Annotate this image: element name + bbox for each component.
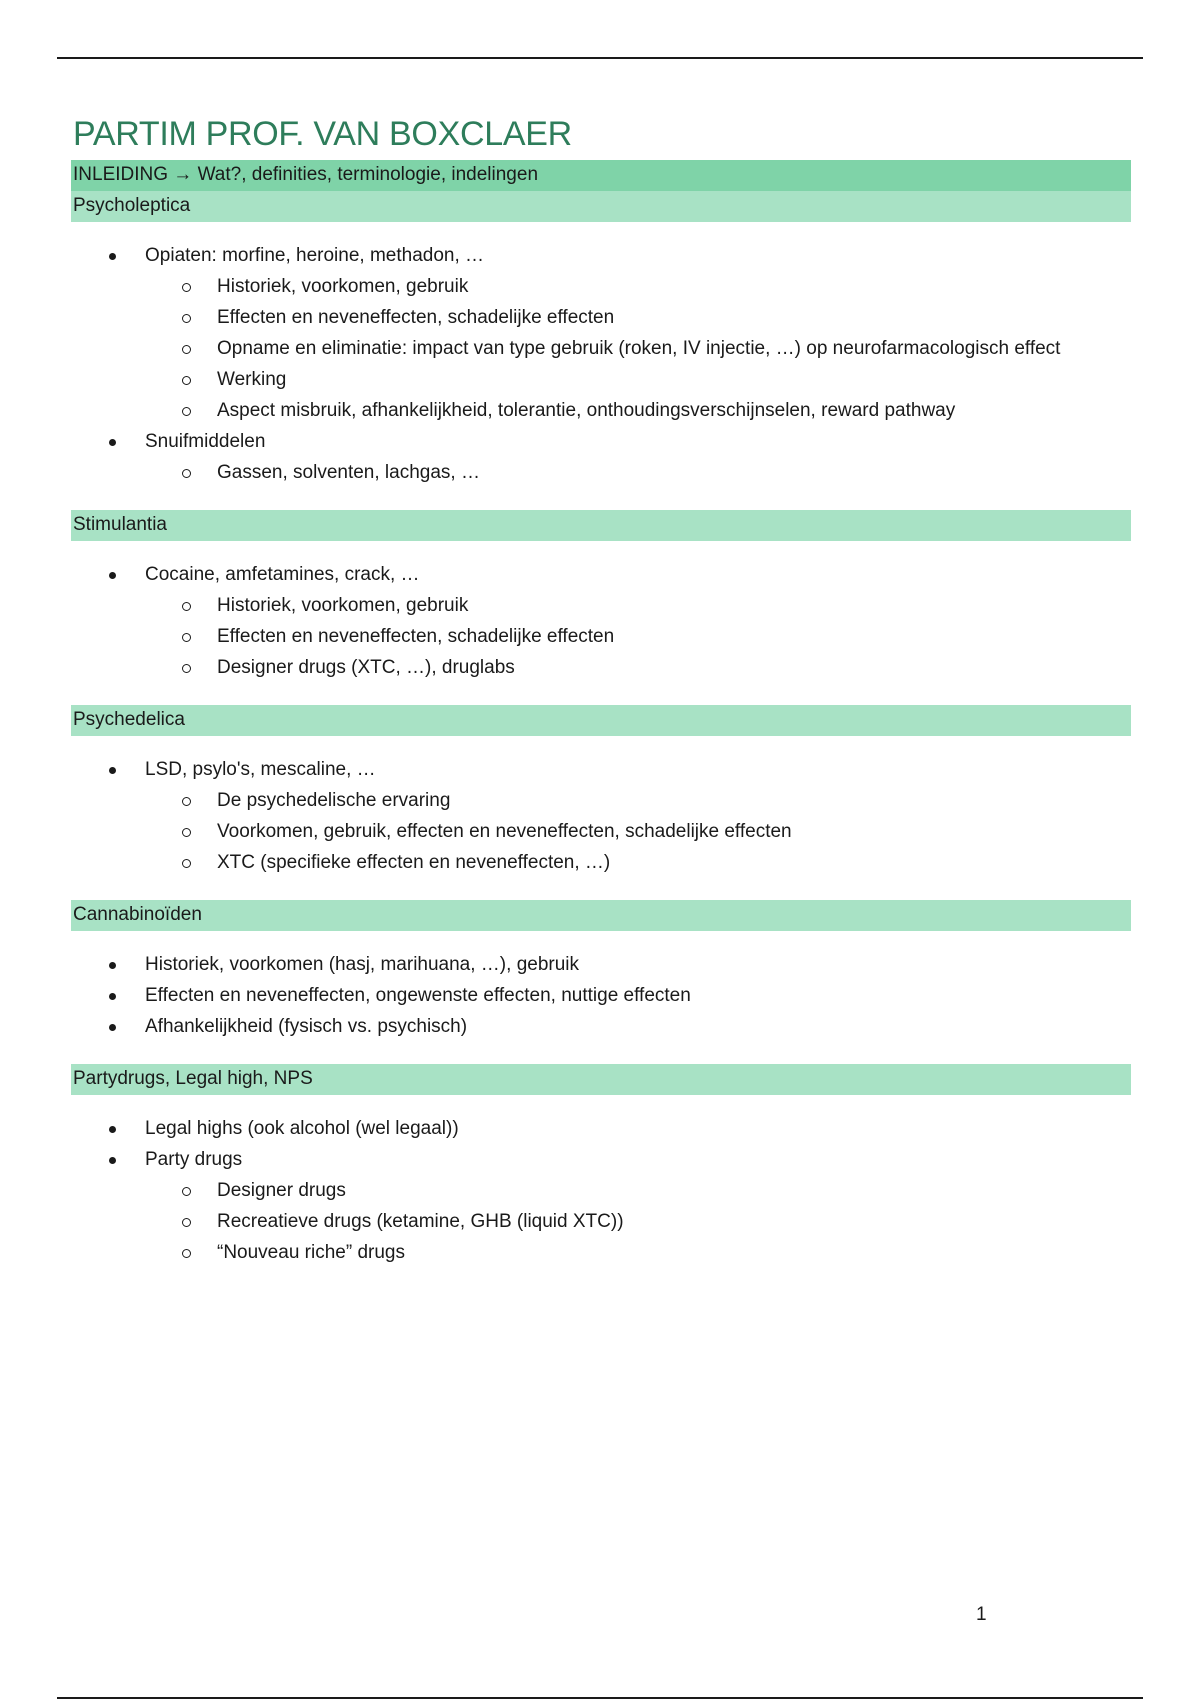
list-item (71, 980, 1131, 1011)
list-item (71, 1011, 1131, 1042)
list-item-text: Afhankelijkheid (fysisch vs. psychisch) (145, 1016, 468, 1037)
circle-bullet-icon (182, 345, 191, 354)
sub-list-item (71, 302, 1131, 333)
list-item-text: Cocaine, amfetamines, crack, … (145, 564, 420, 585)
sub-list (145, 1175, 1131, 1268)
circle-bullet-icon (182, 797, 191, 806)
sub-list-item (71, 1175, 1131, 1206)
sub-list-item (71, 333, 1131, 364)
sub-list (145, 785, 1131, 878)
bullet-icon (109, 1157, 116, 1164)
section-heading: Psycholeptica (71, 191, 1131, 222)
sub-list-item-text: XTC (specifieke effecten en neveneffecten, …) (217, 852, 611, 873)
sub-list (145, 457, 1131, 488)
sub-list-item (71, 847, 1131, 878)
list-item-text: Legal highs (ook alcohol (wel legaal)) (145, 1118, 459, 1139)
sub-list-item-text: Historiek, voorkomen, gebruik (217, 595, 469, 616)
list-item (71, 754, 1131, 878)
bullet-list (71, 754, 1131, 878)
list-item-text: Effecten en neveneffecten, ongewenste effecten, nuttige effecten (145, 985, 691, 1006)
bullet-icon (109, 439, 116, 446)
list-item-text: Snuifmiddelen (145, 431, 266, 452)
sub-list-item (71, 816, 1131, 847)
list-item-text: Historiek, voorkomen (hasj, marihuana, …), gebruik (145, 954, 580, 975)
header-rule (57, 57, 1143, 59)
list-item (71, 1144, 1131, 1268)
sub-list-item (71, 364, 1131, 395)
bullet-list (71, 949, 1131, 1042)
section-heading: Cannabinoïden (71, 900, 1131, 931)
sub-list-item-text: Effecten en neveneffecten, schadelijke effecten (217, 307, 615, 328)
sub-list-item-text: Voorkomen, gebruik, effecten en neveneffecten, schadelijke effecten (217, 821, 792, 842)
section (71, 510, 1131, 683)
document-page (71, 112, 1131, 1290)
sub-list-item-text: De psychedelische ervaring (217, 790, 451, 811)
bullet-list (71, 1113, 1131, 1268)
section-heading: Partydrugs, Legal high, NPS (71, 1064, 1131, 1095)
sub-list-item (71, 590, 1131, 621)
list-item (71, 559, 1131, 683)
page-number: 1 (976, 1604, 987, 1625)
sub-list-item (71, 785, 1131, 816)
sub-list-item (71, 457, 1131, 488)
circle-bullet-icon (182, 469, 191, 478)
circle-bullet-icon (182, 376, 191, 385)
section (71, 191, 1131, 488)
bullet-list (71, 559, 1131, 683)
circle-bullet-icon (182, 283, 191, 292)
sub-list-item-text: Designer drugs (XTC, …), druglabs (217, 657, 515, 678)
sub-list-item (71, 621, 1131, 652)
sub-list-item-text: Opname en eliminatie: impact van type gebruik (roken, IV injectie, …) op neurofarmacologisch effect (217, 338, 1061, 359)
sub-list-item (71, 1237, 1131, 1268)
intro-heading: INLEIDING → Wat?, definities, terminologie, indelingen (71, 160, 1131, 191)
circle-bullet-icon (182, 664, 191, 673)
document-title: PARTIM PROF. VAN BOXCLAER (73, 115, 572, 153)
bullet-list (71, 240, 1131, 488)
sub-list-item (71, 271, 1131, 302)
list-item (71, 426, 1131, 488)
circle-bullet-icon (182, 1187, 191, 1196)
bullet-icon (109, 962, 116, 969)
sub-list-item-text: Designer drugs (217, 1180, 346, 1201)
sections-container (71, 191, 1131, 1268)
section-heading: Psychedelica (71, 705, 1131, 736)
circle-bullet-icon (182, 407, 191, 416)
list-item-text: LSD, psylo's, mescaline, … (145, 759, 376, 780)
sub-list-item (71, 395, 1131, 426)
circle-bullet-icon (182, 1249, 191, 1258)
sub-list-item (71, 1206, 1131, 1237)
bullet-icon (109, 1126, 116, 1133)
sub-list (145, 590, 1131, 683)
sub-list-item-text: Aspect misbruik, afhankelijkheid, tolerantie, onthoudingsverschijnselen, reward pathway (217, 400, 956, 421)
section (71, 1064, 1131, 1268)
bullet-icon (109, 767, 116, 774)
sub-list-item (71, 652, 1131, 683)
sub-list-item-text: Werking (217, 369, 287, 390)
circle-bullet-icon (182, 602, 191, 611)
sub-list-item-text: Recreatieve drugs (ketamine, GHB (liquid XTC)) (217, 1211, 624, 1232)
list-item-text: Opiaten: morfine, heroine, methadon, … (145, 245, 485, 266)
sub-list-item-text: “Nouveau riche” drugs (217, 1242, 405, 1263)
bullet-icon (109, 572, 116, 579)
section (71, 900, 1131, 1042)
sub-list (145, 271, 1131, 426)
sub-list-item-text: Historiek, voorkomen, gebruik (217, 276, 469, 297)
section (71, 705, 1131, 878)
circle-bullet-icon (182, 1218, 191, 1227)
circle-bullet-icon (182, 633, 191, 642)
sub-list-item-text: Effecten en neveneffecten, schadelijke effecten (217, 626, 615, 647)
bullet-icon (109, 1024, 116, 1031)
bullet-icon (109, 993, 116, 1000)
circle-bullet-icon (182, 859, 191, 868)
list-item-text: Party drugs (145, 1149, 243, 1170)
list-item (71, 240, 1131, 426)
circle-bullet-icon (182, 314, 191, 323)
section-heading: Stimulantia (71, 510, 1131, 541)
footer-rule (57, 1697, 1143, 1699)
bullet-icon (109, 253, 116, 260)
sub-list-item-text: Gassen, solventen, lachgas, … (217, 462, 480, 483)
list-item (71, 1113, 1131, 1144)
circle-bullet-icon (182, 828, 191, 837)
list-item (71, 949, 1131, 980)
